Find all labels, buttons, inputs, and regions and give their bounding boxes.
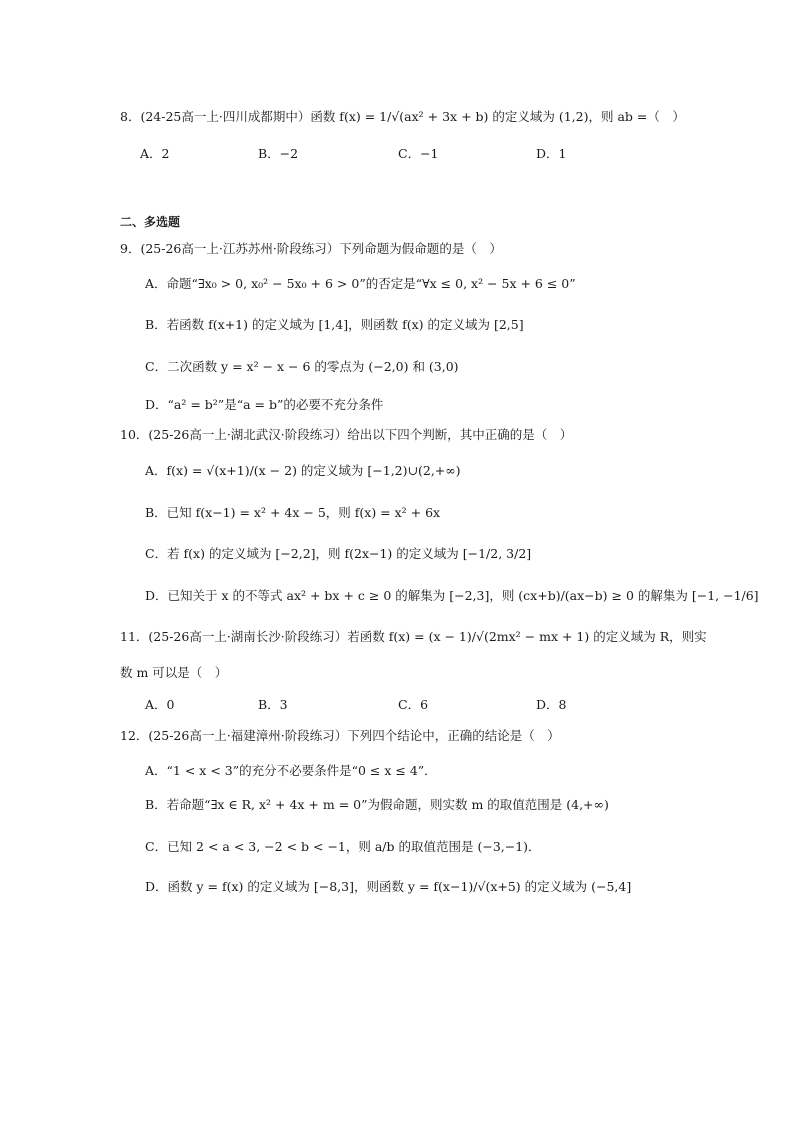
q12-option-d: D．函数 y = f(x) 的定义域为 [−8,3]，则函数 y = f(x−1)/√(x+5) 的定义域为 (−5,4] [145,879,632,894]
q10-option-b: B．已知 f(x−1) = x² + 4x − 5，则 f(x) = x² + 6x [145,505,441,520]
q8-choice-c: C．−1 [398,146,439,161]
q10-stem: 10．(25-26高一上·湖北武汉·阶段练习）给出以下四个判断，其中正确的是（ ） [120,427,573,442]
q11-stem-line2: 数 m 可以是（ ） [120,665,228,680]
q12-option-a: A．“1 < x < 3”的充分不必要条件是“0 ≤ x ≤ 4”． [145,763,437,778]
q11-stem-line1: 11．(25-26高一上·湖南长沙·阶段练习）若函数 f(x) = (x − 1)/√(2mx² − mx + 1) 的定义域为 R，则实 [120,629,707,644]
q8-stem: 8．(24-25高一上·四川成都期中）函数 f(x) = 1/√(ax² + 3x + b) 的定义域为 (1,2)，则 ab =（ ） [120,109,685,124]
q10-option-a: A．f(x) = √(x+1)/(x − 2) 的定义域为 [−1,2)∪(2,+∞) [145,463,461,478]
q9-option-c: C．二次函数 y = x² − x − 6 的零点为 (−2,0) 和 (3,0) [145,359,459,374]
q9-option-d: D．“a² = b²”是“a = b”的必要不充分条件 [145,397,384,412]
q12-option-c: C．已知 2 < a < 3, −2 < b < −1，则 a/b 的取值范围是 (−3,−1)． [145,839,541,854]
q12-option-b: B．若命题“∃x ∈ R, x² + 4x + m = 0”为假命题，则实数 m 的取值范围是 (4,+∞) [145,797,609,812]
q9-option-b: B．若函数 f(x+1) 的定义域为 [1,4]，则函数 f(x) 的定义域为 [2,5] [145,317,524,332]
q10-option-c: C．若 f(x) 的定义域为 [−2,2]，则 f(2x−1) 的定义域为 [−1/2, 3/2] [145,546,532,561]
q11-choice-a: A．0 [145,697,175,712]
q8-choice-a: A．2 [140,146,170,161]
section-title: 二、多选题 [120,215,181,229]
q11-choice-b: B．3 [258,697,288,712]
q8-choices [0,145,794,163]
q8-choice-b: B．−2 [258,146,299,161]
q11-choice-c: C．6 [398,697,429,712]
q9-stem: 9．(25-26高一上·江苏苏州·阶段练习）下列命题为假命题的是（ ） [120,241,502,256]
q8-choice-d: D．1 [536,146,567,161]
q12-stem: 12．(25-26高一上·福建漳州·阶段练习）下列四个结论中，正确的结论是（ ） [120,728,560,743]
q10-option-d: D．已知关于 x 的不等式 ax² + bx + c ≥ 0 的解集为 [−2,3]，则 (cx+b)/(ax−b) ≥ 0 的解集为 [−1, −1/6] [145,588,759,603]
q11-choices [0,696,794,714]
q11-choice-d: D．8 [536,697,567,712]
q9-option-a: A．命题“∃x₀ > 0, x₀² − 5x₀ + 6 > 0”的否定是“∀x ≤ 0, x² − 5x + 6 ≤ 0” [145,276,576,291]
